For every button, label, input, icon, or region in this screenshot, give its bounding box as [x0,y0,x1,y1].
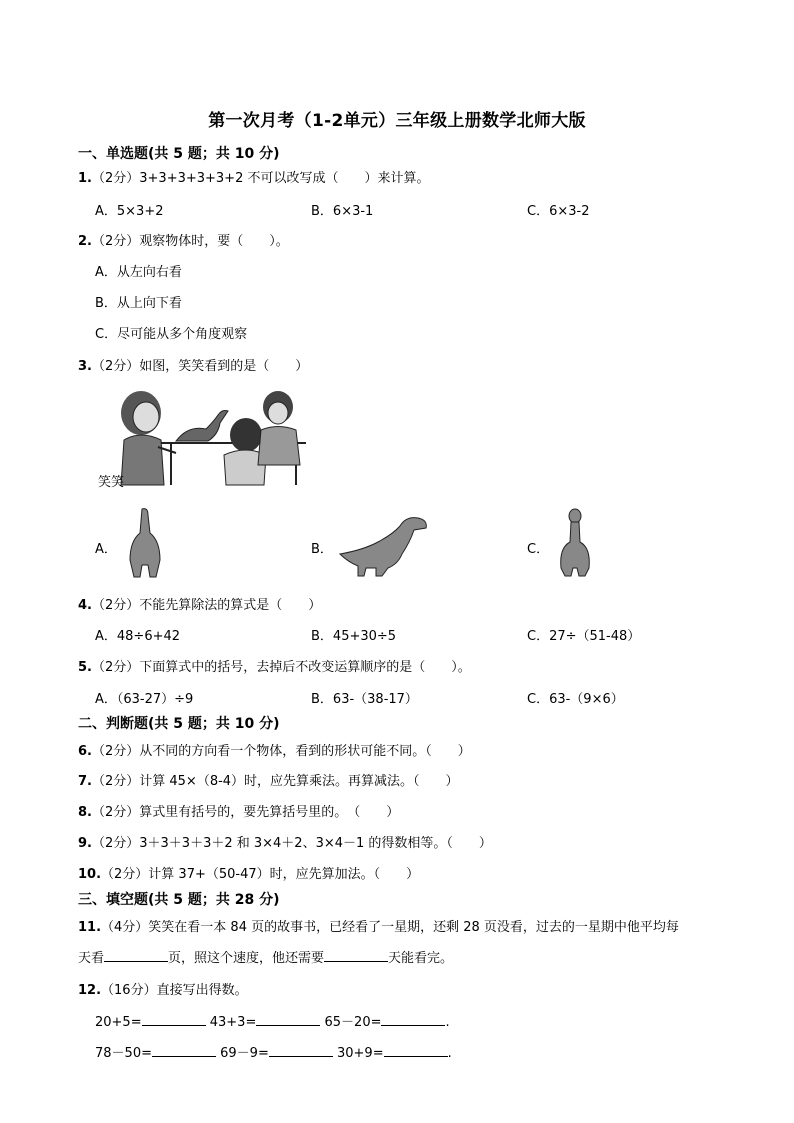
answer-blank[interactable] [324,949,388,962]
question-number: 3. [78,359,92,374]
q5-option-a: A．（63-27）÷9 [95,692,194,707]
q1-option-b: B．6×3-1 [311,204,374,219]
question-2 [78,230,289,249]
answer-blank[interactable] [142,1013,206,1026]
q1-option-c: C．6×3-2 [527,204,590,219]
question-8 [78,801,399,820]
question-text: （2分）下面算式中的括号，去掉后不改变运算顺序的是（ ）。 [91,660,471,675]
question-text: 天能看完。 [388,951,454,966]
q3-option-a: A． [95,542,117,557]
question-10 [78,863,419,882]
question-1 [78,167,429,186]
q5-option-c: C．63-（9×6） [527,692,624,707]
question-text: 天看 [78,951,105,966]
question-5 [78,656,471,675]
question-text: （2分）计算 37+（50-47）时，应先算加法。（ ） [101,867,420,882]
question-text: （2分）算式里有括号的，要先算括号里的。 （ ） [91,805,400,820]
calc-expression: 43+3= [209,1015,257,1030]
q3-dinosaur-side-view-image [338,512,433,577]
question-6 [78,740,471,759]
question-text: （2分）3+3+3+3+3+2 不可以改写成（ ）来计算。 [91,171,430,186]
question-number: 12. [78,983,102,998]
q1-option-a: A．5×3+2 [95,204,164,219]
question-9 [78,832,492,851]
question-text: （2分）不能先算除法的算式是（ ） [91,598,322,613]
q2-option-b: B．从上向下看 [95,296,182,311]
q4-option-a: A．48÷6+42 [95,629,181,644]
q12-row-2 [95,1042,452,1061]
q2-option-c: C．尽可能从多个角度观察 [95,327,248,342]
question-text: （2分）观察物体时，要（ ）。 [91,234,289,249]
q5-option-b: B．63-（38-17） [311,692,418,707]
q3-caption: 笑笑 [98,475,125,490]
question-text: （2分）从不同的方向看一个物体，看到的形状可能不同。（ ） [91,744,471,759]
q3-dinosaur-back-view-image [120,505,170,580]
calc-expression: 65－20= [324,1015,382,1030]
question-text: （4分）笑笑在看一本 84 页的故事书，已经看了一星期，还剩 28 页没看，过去的一星期中他平均每 [101,920,679,935]
question-text: （2分）3＋3＋3＋3＋2 和 3×4＋2、3×4－1 的得数相等。（ ） [91,836,492,851]
question-number: 6. [78,744,92,759]
calc-expression: 30+9= [336,1046,384,1061]
answer-blank[interactable] [269,1044,333,1057]
row-end-mark: . [445,1015,450,1030]
question-number: 1. [78,171,92,186]
calc-expression: 20+5= [95,1015,142,1030]
question-number: 9. [78,836,92,851]
calc-expression: 69－9= [220,1046,269,1061]
q3-dinosaur-front-view-image [555,508,595,578]
q3-option-c: C． [527,542,550,557]
question-number: 10. [78,867,102,882]
answer-blank[interactable] [152,1044,216,1057]
question-4 [78,594,321,613]
section-heading-single-choice: 一、单选题(共 5 题；共 10 分) [78,146,280,162]
row-end-mark: . [447,1046,452,1061]
answer-blank[interactable] [381,1013,445,1026]
q3-scene-illustration [96,385,310,491]
page-title: 第一次月考（1-2单元）三年级上册数学北师大版 [208,111,586,131]
question-12 [78,979,248,998]
question-text: （2分）计算 45×（8-4）时，应先算乘法。再算减法。（ ） [91,774,459,789]
q3-option-b: B． [311,542,333,557]
answer-blank[interactable] [384,1044,448,1057]
answer-blank[interactable] [256,1013,320,1026]
question-text: （16分）直接写出得数。 [101,983,248,998]
answer-blank[interactable] [104,949,168,962]
question-3 [78,355,308,374]
calc-expression: 78－50= [95,1046,152,1061]
question-number: 8. [78,805,92,820]
question-11-line-2 [78,947,453,966]
section-heading-true-false: 二、判断题(共 5 题；共 10 分) [78,716,280,732]
question-text: （2分）如图，笑笑看到的是（ ） [91,359,309,374]
question-number: 5. [78,660,92,675]
question-7 [78,770,459,789]
q2-option-a: A．从左向右看 [95,265,182,280]
question-number: 7. [78,774,92,789]
question-number: 2. [78,234,92,249]
question-text: 页，照这个速度，他还需要 [168,951,325,966]
section-heading-fill-in: 三、填空题(共 5 题；共 28 分) [78,892,280,908]
question-number: 4. [78,598,92,613]
question-number: 11. [78,920,102,935]
q4-option-c: C．27÷（51-48） [527,629,641,644]
q12-row-1 [95,1011,450,1030]
q4-option-b: B．45+30÷5 [311,629,397,644]
question-11 [78,916,679,935]
